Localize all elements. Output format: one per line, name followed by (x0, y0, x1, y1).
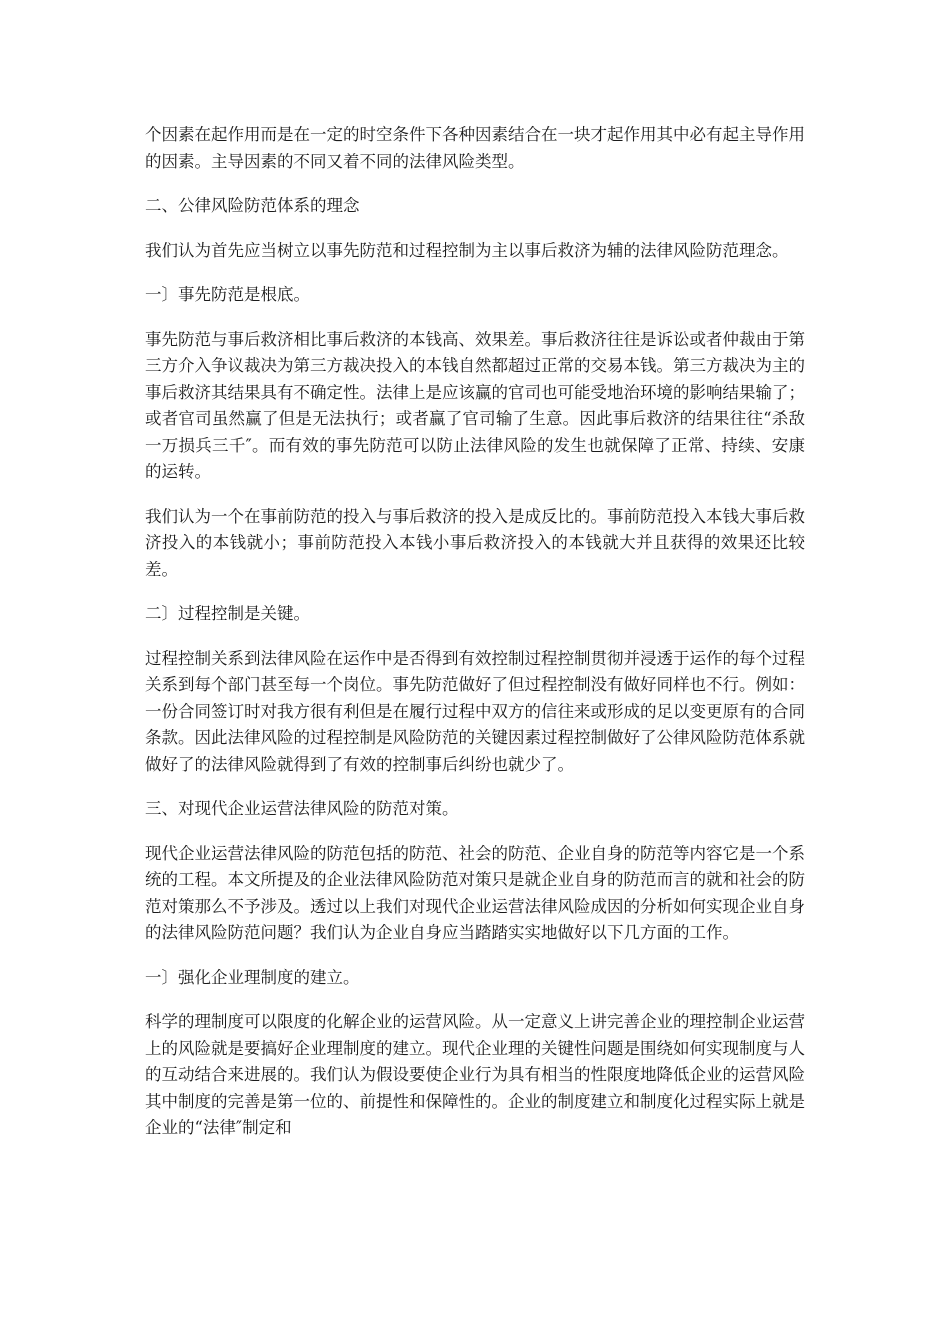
body-paragraph: 个因素在起作用而是在一定的时空条件下各种因素结合在一块才起作用其中必有起主导作用的因素。主导因素的不同又着不同的法律风险类型。 (145, 125, 805, 171)
body-paragraph: 我们认为一个在事前防范的投入与事后救济的投入是成反比的。事前防范投入本钱大事后救济投入的本钱就小；事前防范投入本钱小事后救济投入的本钱就大并且获得的效果还比较差。 (145, 506, 805, 579)
body-paragraph: 事先防范与事后救济相比事后救济的本钱高、效果差。事后救济往往是诉讼或者仲裁由于第三方介入争议裁决为第三方裁决投入的本钱自然都超过正常的交易本钱。第三方裁决为主的事后救济其结果具有不确定性。法律上是应该赢的官司也可能受地治环境的影响结果输了；或者官司虽然赢了但是无法执行；或者赢了官司输了生意。因此事后救济的结果往往“杀敌一万损兵三千″。而有效的事先防范可以防止法律风险的发生也就保障了正常、持续、安康的运转。 (145, 329, 805, 481)
body-paragraph: 科学的理制度可以限度的化解企业的运营风险。从一定意义上讲完善企业的理控制企业运营上的风险就是要搞好企业理制度的建立。现代企业理的关键性问题是围绕如何实现制度与人的互动结合来进展的。我们认为假设要使企业行为具有相当的性限度地降低企业的运营风险其中制度的完善是第一位的、前提性和保障性的。企业的制度建立和制度化过程实际上就是企业的“法律″制定和 (145, 1012, 805, 1137)
document-page (145, 122, 805, 1160)
body-paragraph: 现代企业运营法律风险的防范包括的防范、社会的防范、企业自身的防范等内容它是一个系统的工程。本文所提及的企业法律风险防范对策只是就企业自身的防范而言的就和社会的防范对策那么不予涉及。透过以上我们对现代企业运营法律风险成因的分析如何实现企业自身的法律风险防范问题？我们认为企业自身应当踏踏实实地做好以下几方面的工作。 (145, 843, 805, 942)
subsection-heading: 二〕过程控制是关键。 (145, 604, 310, 623)
body-paragraph: 我们认为首先应当树立以事先防范和过程控制为主以事后救济为辅的法律风险防范理念。 (145, 240, 789, 260)
body-paragraph: 过程控制关系到法律风险在运作中是否得到有效控制过程控制贯彻并浸透于运作的每个过程关系到每个部门甚至每一个岗位。事先防范做好了但过程控制没有做好同样也不行。例如：一份合同签订时对我方很有利但是在履行过程中双方的信往来或形成的足以变更原有的合同条款。因此法律风险的过程控制是风险防范的关键因素过程控制做好了公律风险防范体系就做好了的法律风险就得到了有效的控制事后纠纷也就少了。 (145, 648, 805, 774)
subsection-heading: 一〕事先防范是根底。 (145, 285, 310, 304)
section-heading: 二、公律风险防范体系的理念 (145, 196, 360, 215)
section-heading: 三、对现代企业运营法律风险的防范对策。 (145, 799, 459, 818)
subsection-heading: 一〕强化企业理制度的建立。 (145, 967, 360, 987)
